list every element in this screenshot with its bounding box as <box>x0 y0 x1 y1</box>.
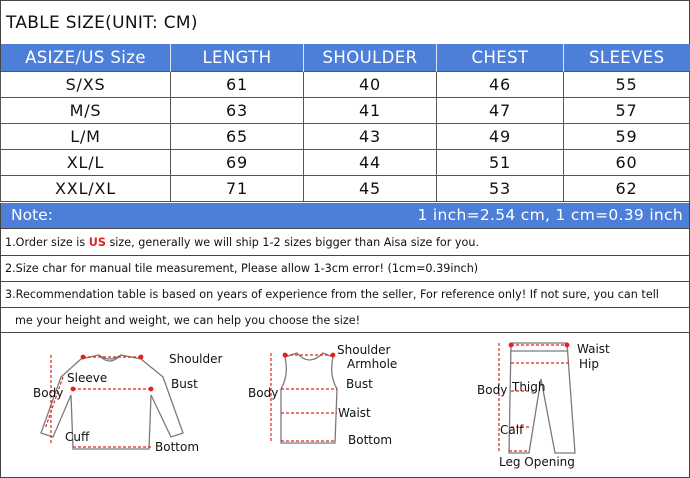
header-length: LENGTH <box>171 44 304 72</box>
vest-bottom-label: Bottom <box>348 433 393 447</box>
cell-sleeves: 55 <box>564 72 690 98</box>
note-label: Note: <box>11 206 53 224</box>
cell-size: XXL/XL <box>1 176 171 202</box>
cell-shoulder: 41 <box>304 98 437 124</box>
cell-shoulder: 43 <box>304 124 437 150</box>
cell-chest: 46 <box>437 72 564 98</box>
note-1-suffix: size, generally we will ship 1-2 sizes bigger than Aisa size for you. <box>105 236 480 249</box>
vest-body-label: Body <box>248 386 279 400</box>
cell-size: L/M <box>1 124 171 150</box>
table-row <box>1 98 690 124</box>
cell-shoulder: 44 <box>304 150 437 176</box>
pants-calf-label: Calf <box>500 423 524 437</box>
table-row <box>1 124 690 150</box>
header-size: ASIZE/US Size <box>1 44 171 72</box>
cell-length: 69 <box>171 150 304 176</box>
shirt-bottom-label: Bottom <box>155 440 200 454</box>
cell-size: XL/L <box>1 150 171 176</box>
cell-shoulder: 40 <box>304 72 437 98</box>
cell-chest: 47 <box>437 98 564 124</box>
table-row <box>1 176 690 202</box>
cell-chest: 49 <box>437 124 564 150</box>
shirt-cuff-label: Cuff <box>65 430 90 444</box>
pants-leg-opening-label: Leg Opening <box>499 455 575 469</box>
note-1-highlight: US <box>88 236 106 249</box>
cell-chest: 51 <box>437 150 564 176</box>
vest-bust-label: Bust <box>346 377 373 391</box>
cell-sleeves: 60 <box>564 150 690 176</box>
cell-length: 63 <box>171 98 304 124</box>
table-title: TABLE SIZE(UNIT: CM) <box>0 0 689 44</box>
note-line-1 <box>0 228 689 255</box>
table-row <box>1 150 690 176</box>
cell-sleeves: 57 <box>564 98 690 124</box>
cell-length: 65 <box>171 124 304 150</box>
measurement-figures <box>0 332 689 477</box>
shirt-sleeve-label: Sleeve <box>67 371 108 385</box>
cell-length: 71 <box>171 176 304 202</box>
shirt-body-label: Body <box>33 386 64 400</box>
pants-body-label: Body <box>477 383 508 397</box>
shirt-outline-icon <box>41 355 183 449</box>
header-chest: CHEST <box>437 44 564 72</box>
header-sleeves: SLEEVES <box>564 44 690 72</box>
cell-length: 61 <box>171 72 304 98</box>
note-1-prefix: 1.Order size is <box>5 236 89 249</box>
note-line-2: 2.Size char for manual tile measurement, Please allow 1-3cm error! (1cm=0.39inch) <box>0 255 689 281</box>
table-header-row <box>1 44 690 72</box>
cell-size: M/S <box>1 98 171 124</box>
table-row <box>1 72 690 98</box>
shirt-bust-label: Bust <box>171 377 198 391</box>
unit-conversion: 1 inch=2.54 cm, 1 cm=0.39 inch <box>417 206 683 224</box>
vest-armhole-label: Armhole <box>347 357 398 371</box>
cell-sleeves: 62 <box>564 176 690 202</box>
header-shoulder: SHOULDER <box>304 44 437 72</box>
size-table <box>0 44 690 202</box>
note-bar <box>0 203 689 228</box>
cell-sleeves: 59 <box>564 124 690 150</box>
vest-waist-label: Waist <box>338 406 371 420</box>
pants-thigh-label: Thigh <box>512 380 546 394</box>
pants-waist-label: Waist <box>577 342 610 356</box>
shirt-shoulder-label: Shoulder <box>169 352 223 366</box>
cell-size: S/XS <box>1 72 171 98</box>
vest-outline-icon <box>281 353 337 443</box>
note-line-4: me your height and weight, we can help you choose the size! <box>0 307 689 332</box>
pants-hip-label: Hip <box>579 357 599 371</box>
note-line-3: 3.Recommendation table is based on years of experience from the seller, For reference only! If not sure, you can tell <box>0 281 689 307</box>
cell-shoulder: 45 <box>304 176 437 202</box>
shirt-measure-lines-icon <box>45 355 153 447</box>
vest-shoulder-label: Shoulder <box>337 343 391 357</box>
cell-chest: 53 <box>437 176 564 202</box>
